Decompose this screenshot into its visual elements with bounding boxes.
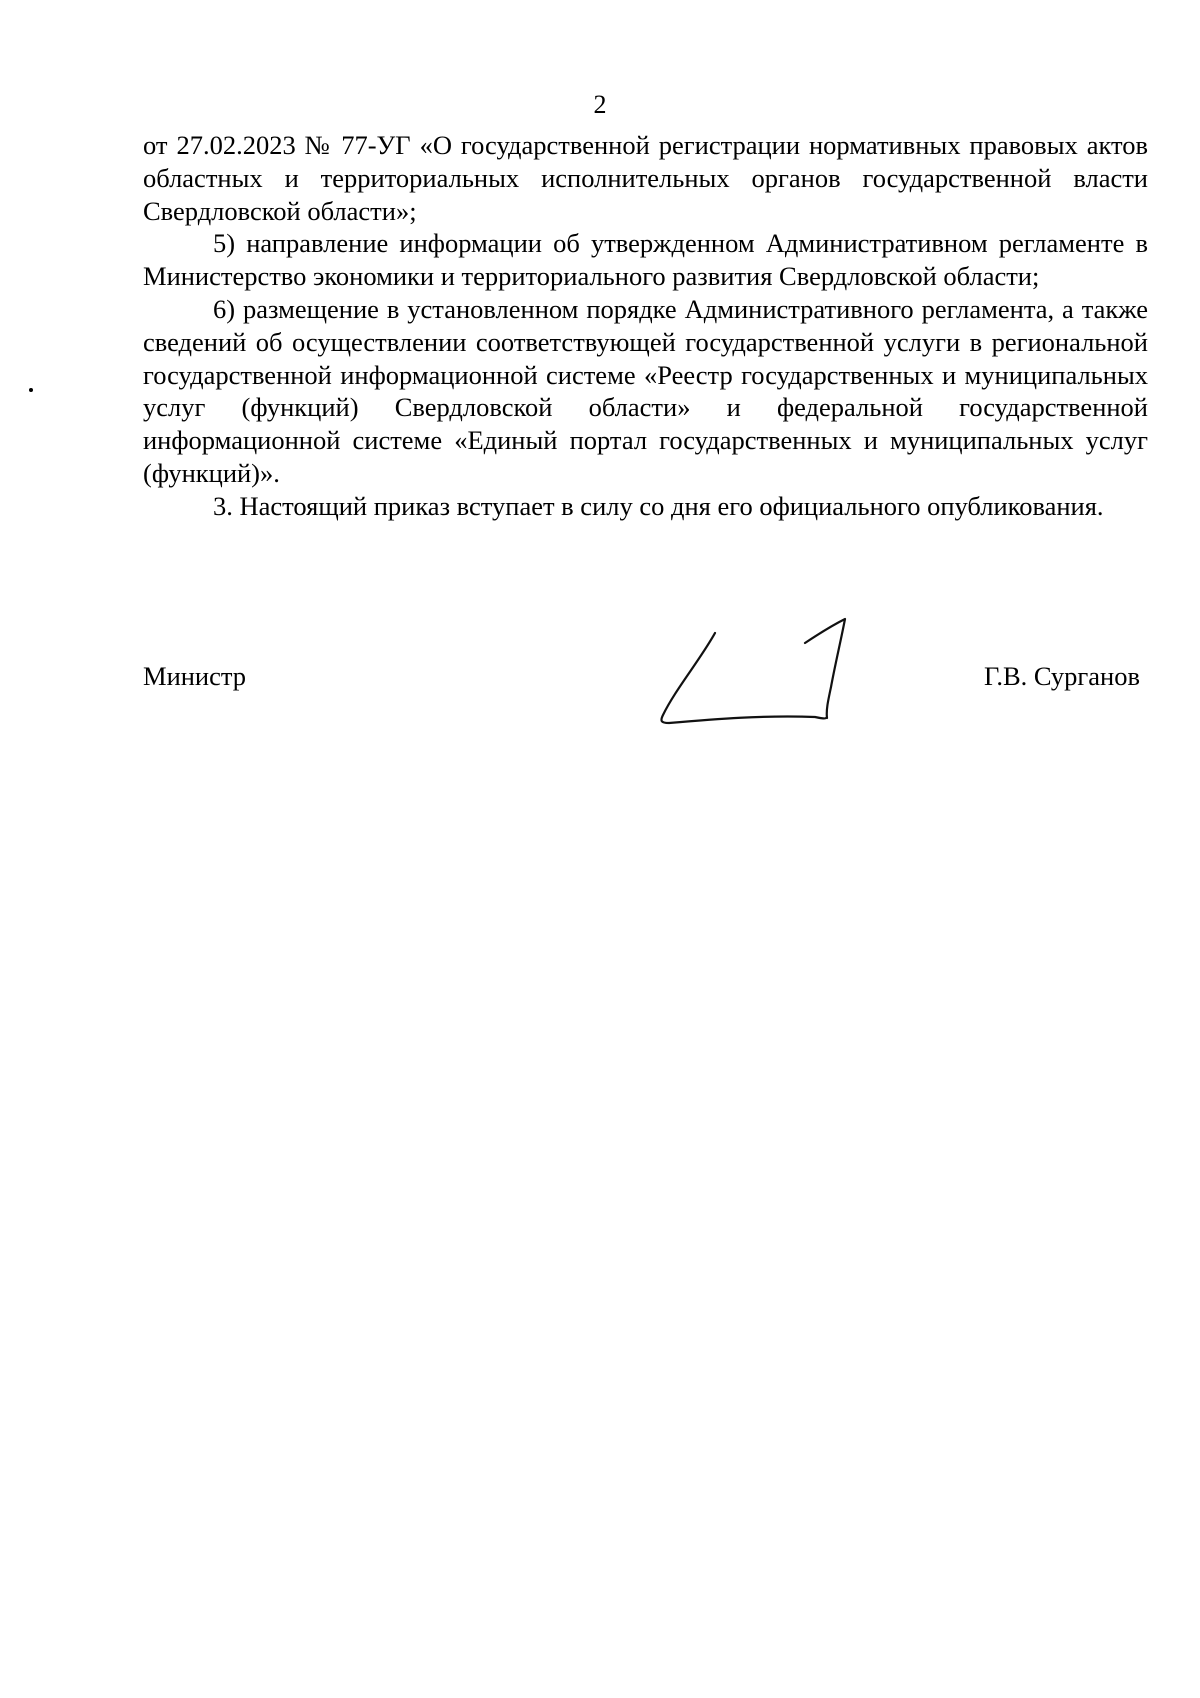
paragraph-item-5: 5) направление информации об утвержденном Административном регламенте в Министерство экономики и территориального развития Свердловской области; xyxy=(143,228,1148,292)
paragraph-continuation: от 27.02.2023 № 77-УГ «О государственной регистрации нормативных правовых актов областных и территориальных исполнительных органов государственной власти Свердловской области»; xyxy=(143,130,1148,226)
document-body xyxy=(143,129,1148,523)
margin-mark xyxy=(29,388,33,392)
paragraph-item-6: 6) размещение в установленном порядке Административного регламента, а также сведений об осуществлении соответствующей государственной услуги в региональной государственной информационной системе «Реестр государственных и муниципальных услуг (функций) Свердловской области» и федеральной государственной информационной системе «Единый портал государственных и муниципальных услуг (функций)». xyxy=(143,293,1148,488)
signatory-name: Г.В. Сурганов xyxy=(984,661,1140,691)
page-number: 2 xyxy=(593,90,607,119)
handwritten-signature xyxy=(655,615,875,730)
paragraph-item-3: 3. Настоящий приказ вступает в силу со дня его официального опубликования. xyxy=(213,490,1104,521)
signatory-title: Министр xyxy=(143,661,247,691)
